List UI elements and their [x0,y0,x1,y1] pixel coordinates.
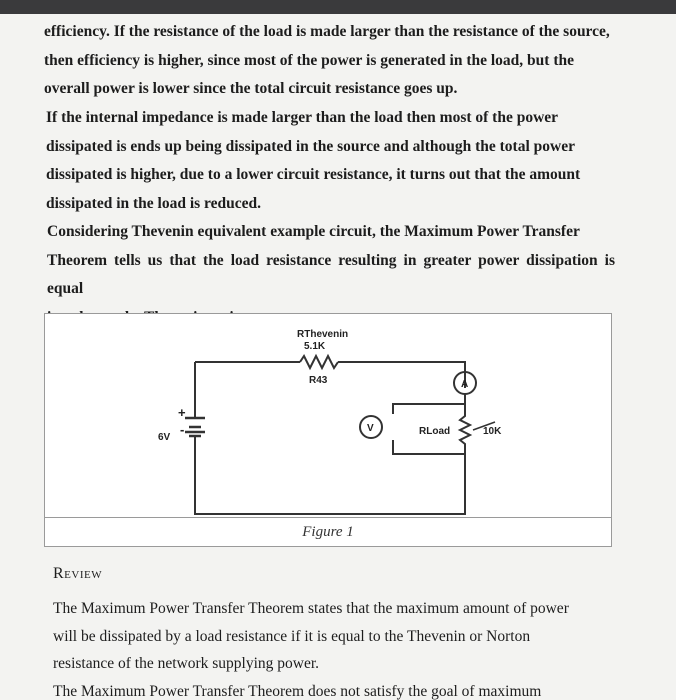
text-line: If the internal impedance is made larger than the load then most of the power [46,109,559,126]
voltmeter-lead-top [393,404,465,414]
rthevenin-value: 5.1K [304,341,326,352]
text-line: dissipated is higher, due to a lower circuit resistance, it turns out that the amount [46,166,581,183]
voltmeter-lead-bottom [393,440,465,454]
source-voltage: 6V [158,432,171,443]
voltmeter-label: V [367,423,374,434]
figure-1 [44,313,612,547]
top-edge-bar [0,0,676,14]
text-line: resistance of the network supplying power. [53,655,320,672]
text-line: dissipated is ends up being dissipated in the source and although the total power [46,137,575,155]
source-plus: + [178,405,186,420]
circuit-diagram [45,314,611,517]
resistor-ref: R43 [309,375,328,386]
text-line: The Maximum Power Transfer Theorem does not satisfy the goal of maximum [53,682,542,700]
paragraph-efficiency [44,18,629,104]
text-line: then efficiency is higher, since most of the power is generated in the load, but the [44,51,574,69]
text-line: dissipated in the load is reduced. [46,194,262,212]
rthevenin-label: RThevenin [297,329,349,340]
text-line: Considering Thevenin equivalent example circuit, the Maximum Power Transfer [47,223,580,240]
text-line: Theorem tells us that the load resistance resulting in greater power dissipation is equal [47,251,615,297]
text-line: The Maximum Power Transfer Theorem states that the maximum amount of power [53,600,569,617]
figure-caption: Figure 1 [302,524,354,540]
wire-top-right [338,362,465,388]
text-line: will be dissipated by a load resistance if it is equal to the Thevenin or Norton [53,627,531,645]
paragraph-internal-impedance [46,104,618,218]
review-text [53,595,601,700]
rload-label: RLoad [419,426,451,437]
wire-bottom [195,436,465,514]
source-minus: - [180,422,185,437]
text-line: overall power is lower since the total circuit resistance goes up. [44,80,458,97]
figure-caption-band [45,517,611,547]
rload-value: 10K [483,426,502,437]
review-heading: Review [53,565,103,582]
rthevenin-resistor [300,356,338,368]
ammeter-label: A [461,379,469,390]
text-line: efficiency. If the resistance of the load is made larger than the resistance of the source, [44,23,610,40]
